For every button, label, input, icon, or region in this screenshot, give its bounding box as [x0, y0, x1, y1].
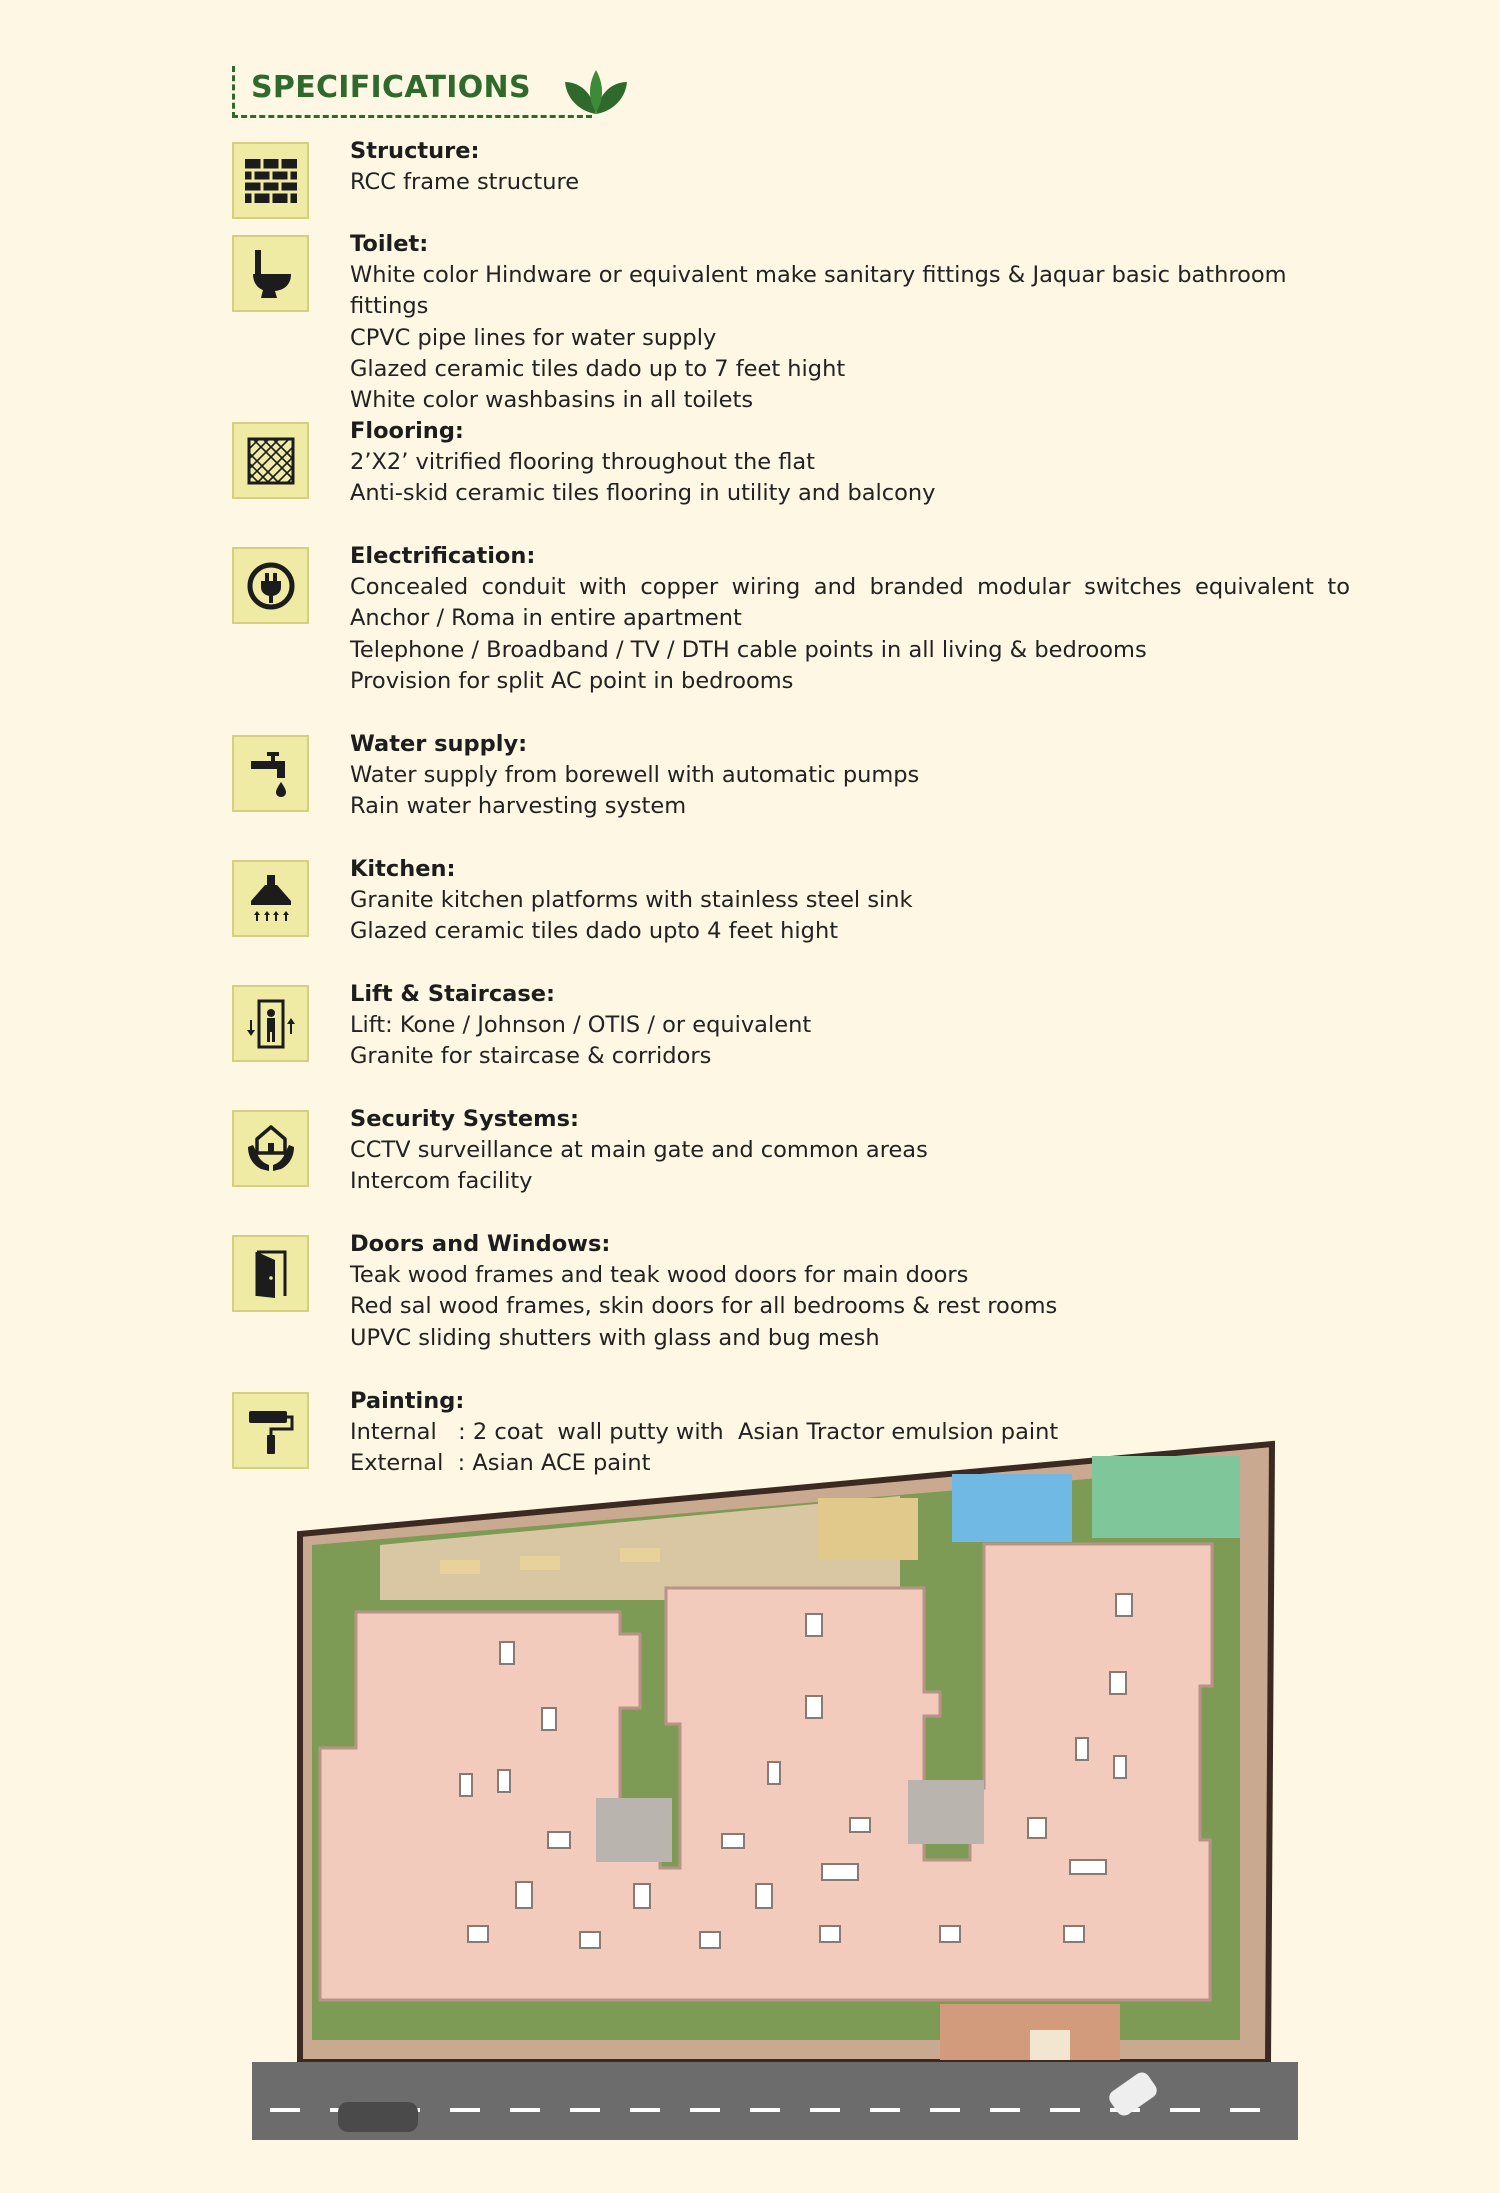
- spec-line: Anti-skid ceramic tiles flooring in utility and balcony: [350, 480, 936, 507]
- spec-title: Security Systems:: [350, 1106, 579, 1132]
- home-security-icon: [232, 1110, 309, 1187]
- water-tap-icon: [232, 735, 309, 812]
- toilet-icon: [232, 235, 309, 312]
- spec-line: Lift: Kone / Johnson / OTIS / or equivalent: [350, 1012, 812, 1038]
- spec-title: Flooring:: [350, 418, 464, 444]
- spec-line: Red sal wood frames, skin doors for all bedrooms & rest rooms: [350, 1293, 1058, 1320]
- kitchen-hood-icon: [232, 860, 309, 937]
- spec-line: Concealed conduit with copper wiring and branded modular switches equivalent to Anchor / Roma in entire apartment: [350, 574, 1350, 632]
- elevator-icon: [232, 985, 309, 1062]
- section-header: [232, 66, 592, 118]
- spec-line: CCTV surveillance at main gate and common areas: [350, 1137, 928, 1163]
- spec-line: Granite kitchen platforms with stainless steel sink: [350, 887, 913, 913]
- brick-wall-icon: [232, 142, 309, 219]
- spec-title: Electrification:: [350, 543, 536, 569]
- spec-line: External : Asian ACE paint: [350, 1450, 651, 1477]
- site-plan-image: [0, 1430, 1500, 2193]
- spec-line: Rain water harvesting system: [350, 793, 687, 820]
- spec-title: Water supply:: [350, 731, 528, 757]
- spec-title: Painting:: [350, 1388, 465, 1414]
- spec-line: Internal : 2 coat wall putty with Asian Tractor emulsion paint: [350, 1419, 1059, 1445]
- door-icon: [232, 1235, 309, 1312]
- spec-line: Water supply from borewell with automatic pumps: [350, 762, 920, 788]
- spec-line: Provision for split AC point in bedrooms: [350, 667, 794, 694]
- spec-line: 2’X2’ vitrified flooring throughout the flat: [350, 449, 816, 475]
- spec-line: RCC frame structure: [350, 169, 580, 195]
- spec-title: Kitchen:: [350, 856, 456, 882]
- spec-title: Lift & Staircase:: [350, 981, 556, 1007]
- spec-line: White color washbasins in all toilets: [350, 387, 754, 414]
- spec-line: White color Hindware or equivalent make sanitary fittings & Jaquar basic bathroom fittings: [350, 262, 1287, 320]
- spec-line: Granite for staircase & corridors: [350, 1043, 712, 1070]
- spec-line: Teak wood frames and teak wood doors for main doors: [350, 1262, 969, 1288]
- spec-line: Intercom facility: [350, 1168, 533, 1195]
- spec-line: CPVC pipe lines for water supply: [350, 324, 717, 351]
- spec-line: Glazed ceramic tiles dado up to 7 feet hight: [350, 355, 846, 382]
- power-plug-icon: [232, 547, 309, 624]
- spec-line: Glazed ceramic tiles dado upto 4 feet hight: [350, 918, 839, 945]
- section-title: SPECIFICATIONS: [251, 70, 531, 105]
- tile-floor-icon: [232, 422, 309, 499]
- spec-title: Toilet:: [350, 231, 429, 257]
- leaf-icon: [563, 68, 629, 116]
- spec-line: Telephone / Broadband / TV / DTH cable points in all living & bedrooms: [350, 636, 1147, 663]
- spec-title: Doors and Windows:: [350, 1231, 611, 1257]
- spec-title: Structure:: [350, 138, 480, 164]
- spec-line: UPVC sliding shutters with glass and bug mesh: [350, 1324, 880, 1351]
